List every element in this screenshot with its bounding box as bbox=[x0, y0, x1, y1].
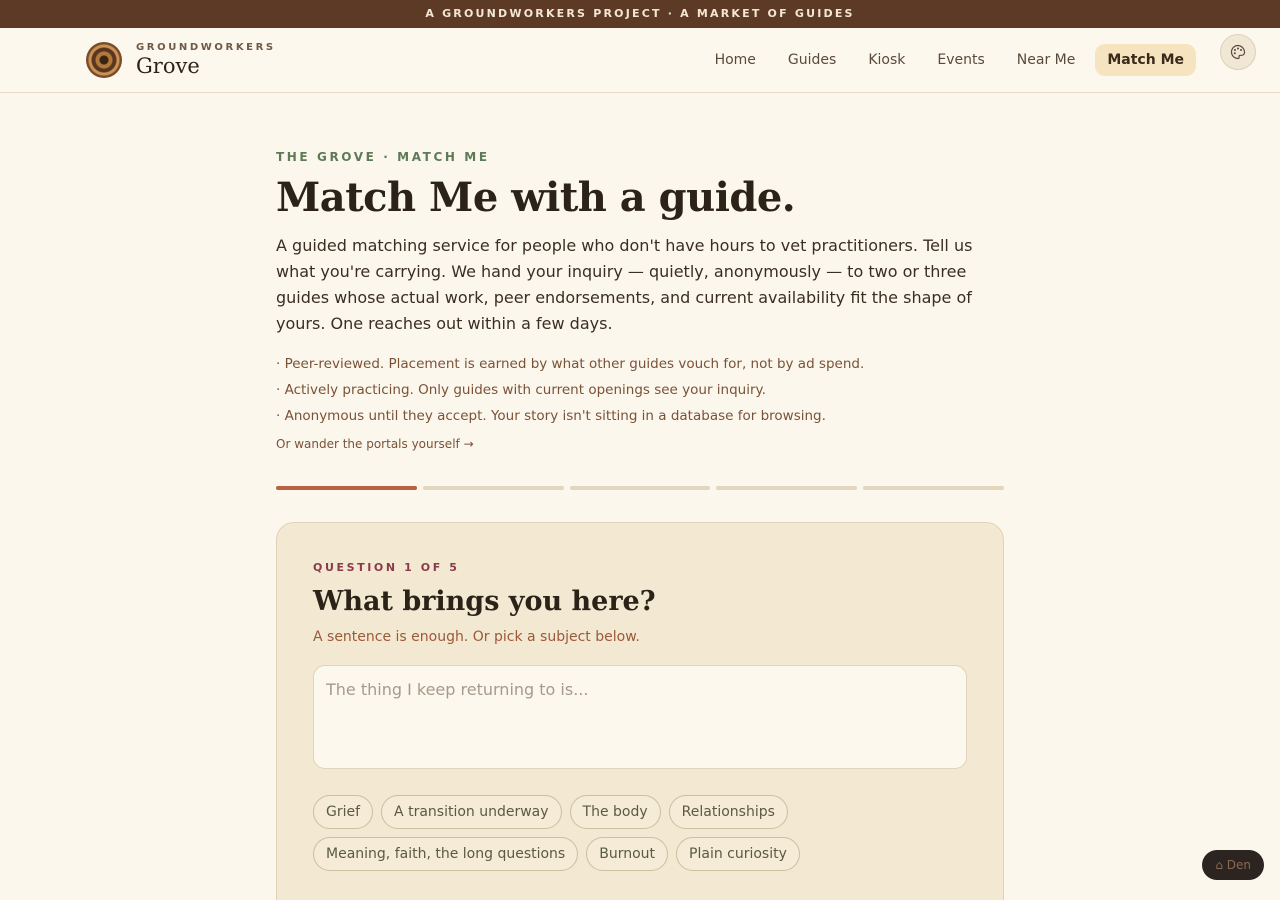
top-banner: A GROUNDWORKERS PROJECT · A MARKET OF GUIDES bbox=[0, 0, 1280, 28]
nav-item-events[interactable]: Events bbox=[937, 52, 985, 68]
house-icon: ⌂ bbox=[1215, 858, 1223, 872]
page-lede: A guided matching service for people who don't have hours to vet practitioners. Tell us what you're carrying. We hand your inquiry — quietly, anonymously — to two or three guides whose actual work, peer endorsements, and current availability fit the shape of yours. One reaches out within a few days. bbox=[276, 236, 973, 333]
question-card bbox=[276, 522, 1004, 900]
question-hint: A sentence is enough. Or pick a subject below. bbox=[313, 629, 640, 645]
chip-grief[interactable]: Grief bbox=[313, 795, 373, 829]
brand-name: Grove bbox=[136, 54, 200, 78]
feature-points bbox=[276, 351, 1004, 429]
den-button-label: Den bbox=[1226, 858, 1251, 872]
answer-textarea[interactable] bbox=[313, 665, 967, 769]
nav-item-near-me[interactable]: Near Me bbox=[1016, 52, 1076, 68]
chip-relationships[interactable]: Relationships bbox=[669, 795, 788, 829]
feature-point-anonymous: · Anonymous until they accept. Your story isn't sitting in a database for browsing. bbox=[276, 408, 826, 424]
question-number: QUESTION 1 OF 5 bbox=[313, 561, 460, 574]
feature-point-actively-practicing: · Actively practicing. Only guides with current openings see your inquiry. bbox=[276, 382, 766, 398]
step-progress bbox=[276, 486, 1004, 490]
progress-segment-5 bbox=[863, 486, 1004, 490]
brand-eyebrow: GROUNDWORKERS bbox=[136, 42, 276, 53]
nav-item-match-me[interactable]: Match Me bbox=[1095, 44, 1196, 76]
site-header bbox=[0, 28, 1280, 93]
den-button[interactable] bbox=[1202, 850, 1264, 880]
palette-icon[interactable] bbox=[1220, 34, 1256, 70]
nav-item-kiosk[interactable]: Kiosk bbox=[868, 52, 906, 68]
page-title: Match Me with a guide. bbox=[276, 174, 796, 221]
chip-transition[interactable]: A transition underway bbox=[381, 795, 562, 829]
brand-text bbox=[136, 42, 276, 78]
question-title: What brings you here? bbox=[313, 586, 656, 617]
page-kicker: THE GROVE · MATCH ME bbox=[276, 150, 490, 164]
chip-curiosity[interactable]: Plain curiosity bbox=[676, 837, 800, 871]
chip-meaning[interactable]: Meaning, faith, the long questions bbox=[313, 837, 578, 871]
progress-segment-1 bbox=[276, 486, 417, 490]
brand-home-link[interactable] bbox=[86, 42, 276, 78]
main-nav bbox=[695, 44, 1196, 76]
progress-segment-4 bbox=[716, 486, 857, 490]
progress-segment-2 bbox=[423, 486, 564, 490]
chip-body[interactable]: The body bbox=[570, 795, 661, 829]
sun-seal-logo-icon bbox=[86, 42, 122, 78]
nav-item-home[interactable]: Home bbox=[714, 52, 756, 68]
wander-portals-link[interactable]: Or wander the portals yourself → bbox=[276, 437, 474, 451]
progress-segment-3 bbox=[570, 486, 711, 490]
nav-item-guides[interactable]: Guides bbox=[787, 52, 837, 68]
subject-chips bbox=[313, 795, 967, 871]
main-content bbox=[276, 150, 1004, 900]
feature-point-peer-reviewed: · Peer-reviewed. Placement is earned by what other guides vouch for, not by ad spend. bbox=[276, 356, 865, 372]
chip-burnout[interactable]: Burnout bbox=[586, 837, 668, 871]
palette-icon-svg bbox=[1230, 44, 1246, 60]
